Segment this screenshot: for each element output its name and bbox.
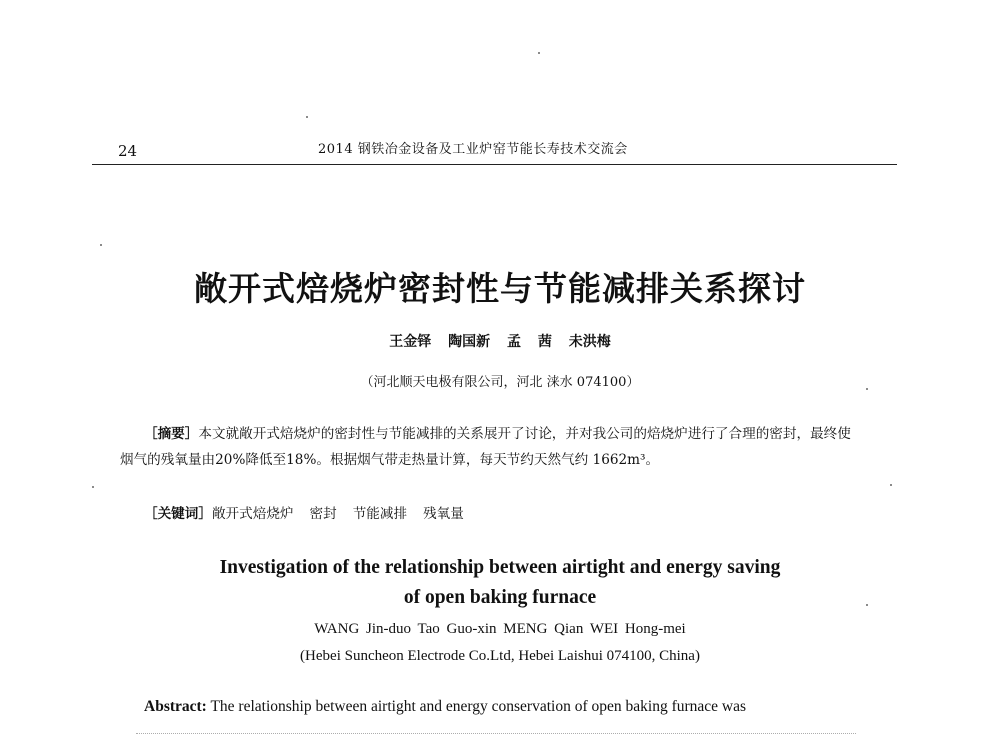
abstract-cn [120,421,862,473]
abstract-cn-text: 本文就敞开式焙烧炉的密封性与节能减排的关系展开了讨论，并对我公司的焙烧炉进行了合理的密封，最终使烟气的残氧量由20%降低至18%。根据烟气带走热量计算，每天节约天然气约 1662m³。 [120,426,851,468]
abstract-en-label: Abstract: [144,698,207,715]
authors-en: WANG Jin-duo Tao Guo-xin MENG Qian WEI Hong-mei [314,621,686,637]
abstract-cn-label: ［摘要］ [144,426,199,442]
paper-title-en-line2: of open baking furnace [403,587,597,608]
keyword-item: 密封 [309,506,337,522]
scan-speck [92,486,94,488]
affiliation-cn: （河北顺天电极有限公司，河北 涞水 074100） [360,375,640,390]
keyword-item: 节能减排 [352,506,408,522]
abstract-en [144,698,864,716]
scan-speck [100,244,102,246]
keywords-cn [144,501,886,527]
scan-speck [890,484,892,486]
affiliation-en: (Hebei Suncheon Electrode Co.Ltd, Hebei Laishui 074100, China) [300,648,700,664]
scan-speck [866,604,868,606]
cropped-text-line [136,727,856,737]
page-number: 24 [118,142,138,160]
running-header-title: 2014 钢铁冶金设备及工业炉窑节能长寿技术交流会 [318,142,628,157]
paper-title-en-line1: Investigation of the relationship between airtight and energy saving [219,557,781,578]
keyword-item: 残氧量 [423,506,464,522]
abstract-en-text: The relationship between airtight and energy conservation of open baking furnace was [206,698,747,715]
header-rule [92,164,897,165]
keyword-item: 敞开式焙烧炉 [211,506,294,522]
paper-title-cn: 敞开式焙烧炉密封性与节能减排关系探讨 [194,269,806,308]
keywords-cn-label: ［关键词］ [144,506,212,522]
scan-speck [866,388,868,390]
scan-speck [306,116,308,118]
authors-cn: 王金铎 陶国新 孟 茜 未洪梅 [389,334,611,350]
scan-speck [538,52,540,54]
